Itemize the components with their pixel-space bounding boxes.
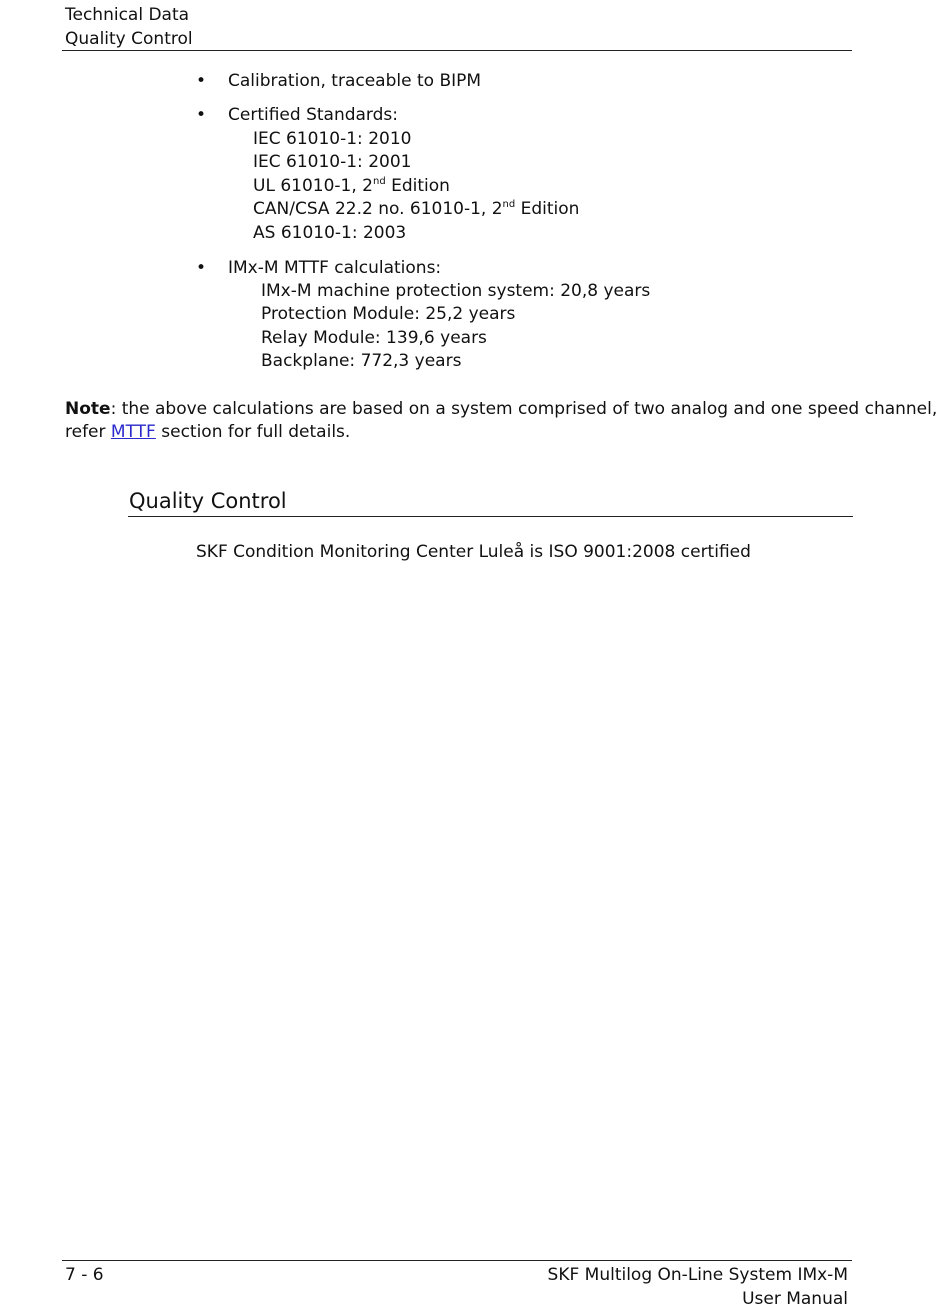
bullet-icon: •	[196, 105, 207, 125]
footer-manual-label: User Manual	[742, 1289, 848, 1309]
calibration-item: Calibration, traceable to BIPM	[228, 71, 482, 91]
section-body: SKF Condition Monitoring Center Luleå is ISO 9001:2008 certified	[196, 542, 751, 562]
mttf-link[interactable]: MTTF	[110, 422, 156, 442]
section-title: Quality Control	[129, 489, 287, 513]
bullet-icon: •	[196, 258, 207, 278]
standard-ul: UL 61010-1, 2nd Edition	[253, 176, 450, 196]
note-line-1: Note: the above calculations are based on a system comprised of two analog and one speed channel,	[65, 399, 938, 419]
note-label: Note	[65, 399, 111, 419]
standard-iec-2001: IEC 61010-1: 2001	[253, 152, 412, 172]
standard-csa: CAN/CSA 22.2 no. 61010-1, 2nd Edition	[253, 199, 580, 219]
header-section: Quality Control	[65, 29, 193, 49]
mttf-item: Relay Module: 139,6 years	[261, 328, 487, 348]
mttf-title: IMx-M MTTF calculations:	[228, 258, 442, 278]
mttf-item: IMx-M machine protection system: 20,8 years	[261, 281, 651, 301]
standard-iec-2010: IEC 61010-1: 2010	[253, 129, 412, 149]
header-rule	[62, 50, 852, 51]
standard-as: AS 61010-1: 2003	[253, 223, 407, 243]
footer-rule	[62, 1260, 852, 1261]
section-rule	[128, 516, 853, 517]
standards-title: Certified Standards:	[228, 105, 398, 125]
mttf-item: Protection Module: 25,2 years	[261, 304, 516, 324]
footer-product-title: SKF Multilog On-Line System IMx-M	[547, 1265, 848, 1285]
bullet-icon: •	[196, 71, 207, 91]
page-number: 7 - 6	[65, 1265, 104, 1285]
header-chapter: Technical Data	[65, 5, 190, 25]
mttf-item: Backplane: 772,3 years	[261, 351, 462, 371]
note-line-2: refer MTTF section for full details.	[65, 422, 351, 442]
